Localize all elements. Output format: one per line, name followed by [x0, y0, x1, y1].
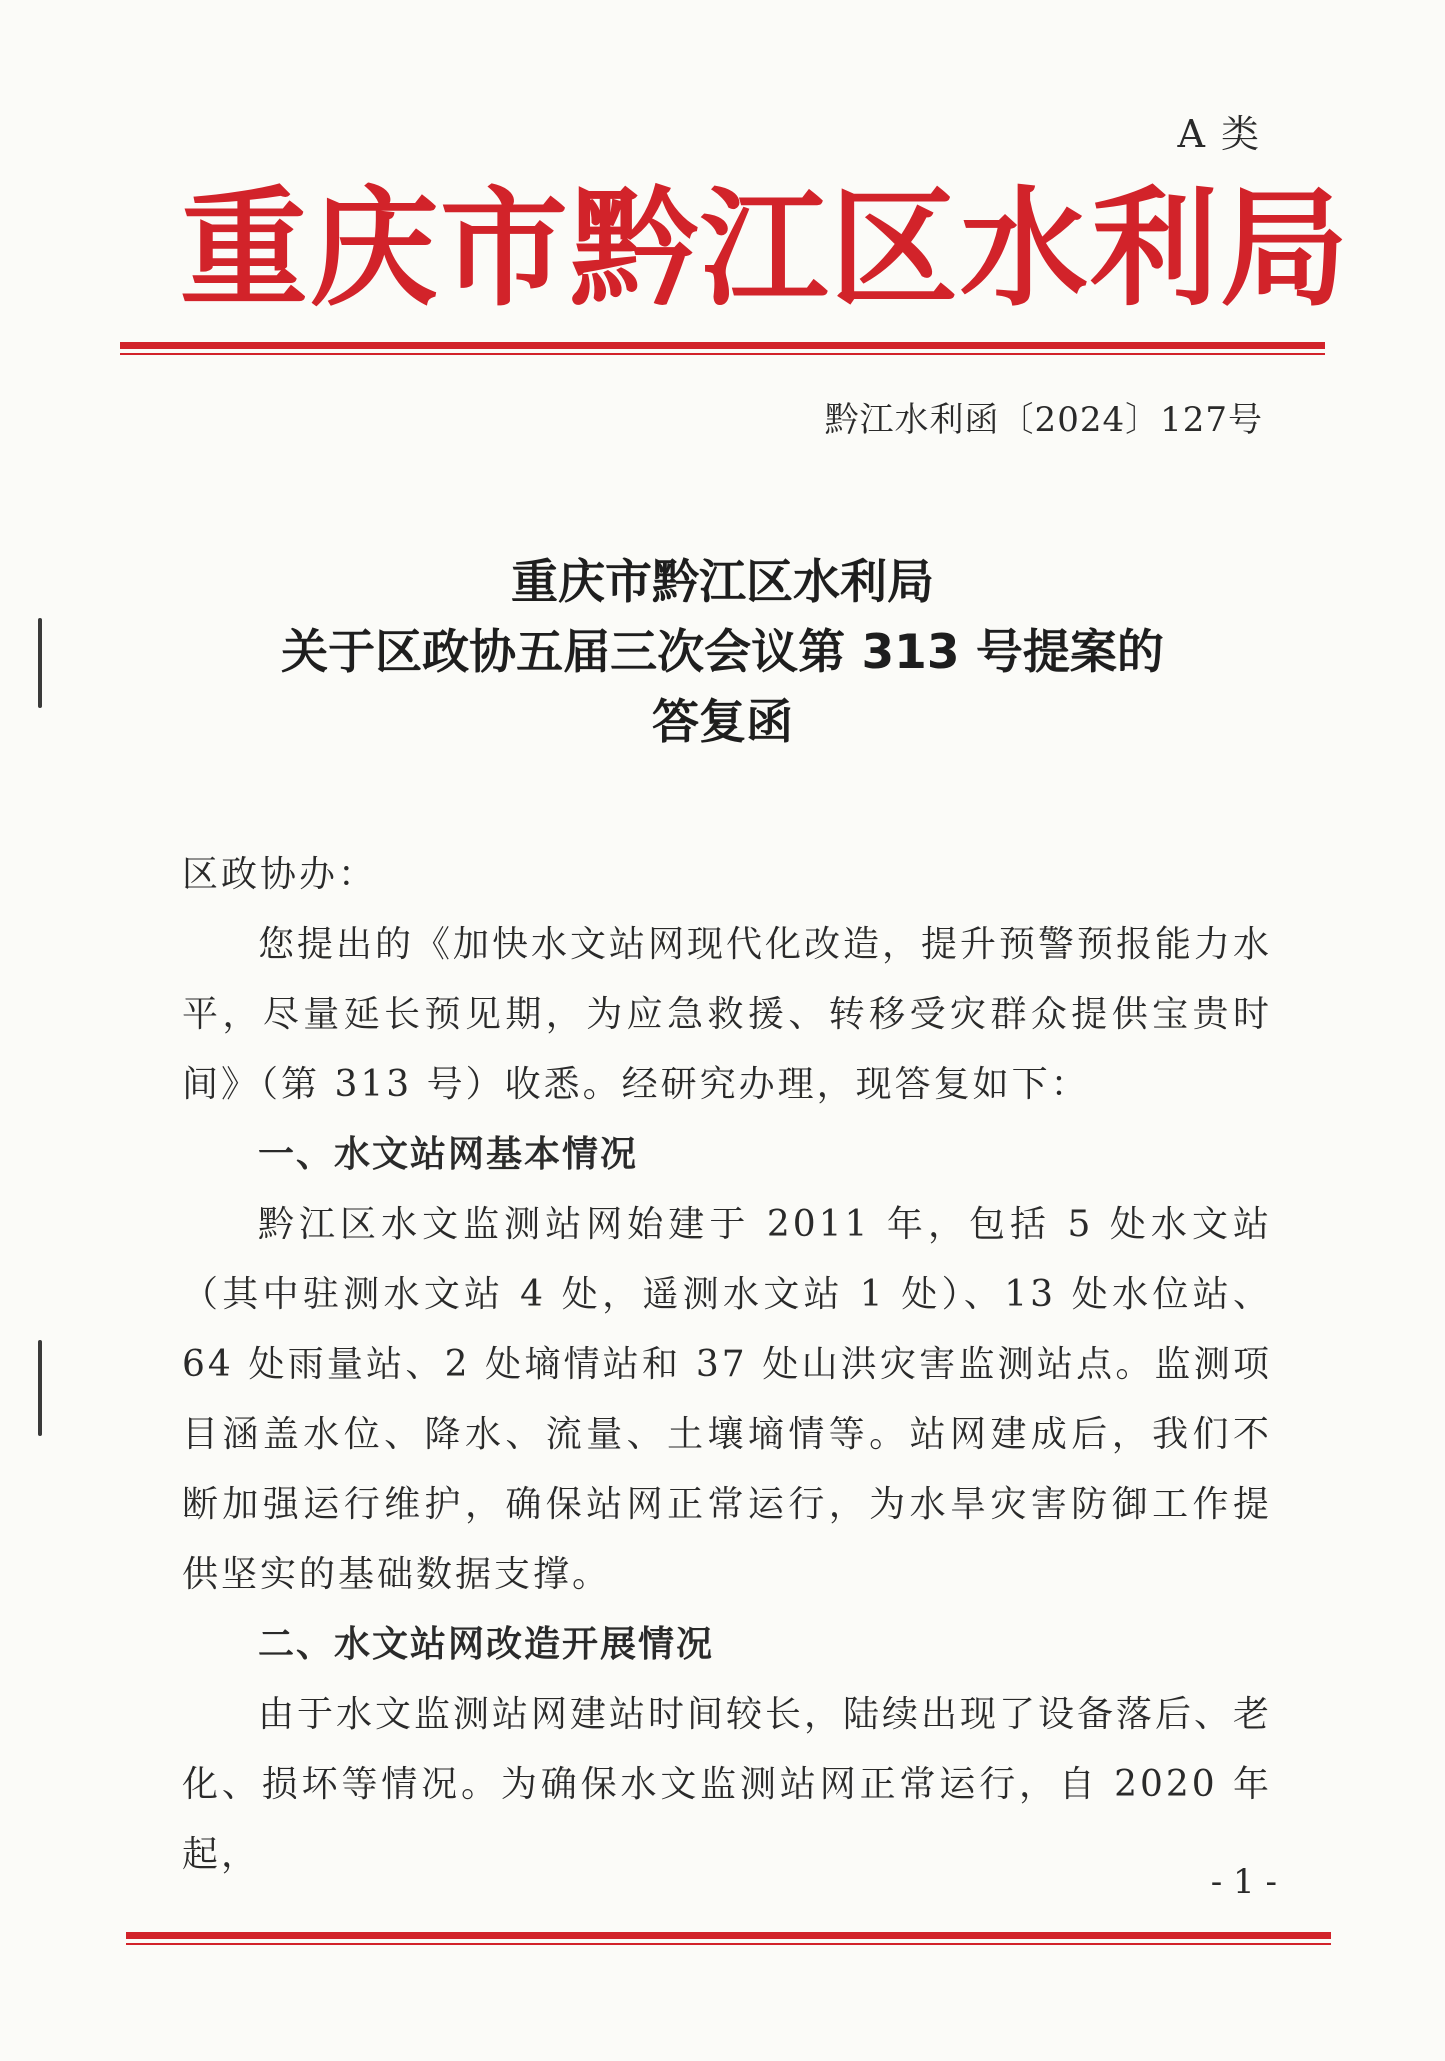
title-line-3: 答复函: [652, 695, 793, 750]
salutation: 区政协办：: [182, 854, 378, 895]
binding-mark: [38, 1340, 42, 1436]
header-red-rule-thin: [120, 353, 1325, 355]
section-1-paragraph: 黔江区水文监测站网始建于 2011 年，包括 5 处水文站（其中驻测水文站 4 处，遥测水文站 1 处）、13 处水位站、64 处雨量站、2 处墒情站和 37 处山洪灾害监测站点。监测项目涵盖水位、降水、流量、土壤墒情等。站网建成后，我们不断加强运行维护，确保站网正常运行，为水旱灾害防御工作提供坚实的基础数据支撑。: [182, 1204, 1272, 1595]
masthead-title: 重庆市黔江区水利局: [180, 175, 1351, 324]
intro-paragraph: 您提出的《加快水文站网现代化改造，提升预警预报能力水平，尽量延长预见期，为应急救援、转移受灾群众提供宝贵时间》（第 313 号）收悉。经研究办理，现答复如下：: [182, 924, 1273, 1105]
classification-label: A 类: [1177, 112, 1261, 156]
page-number: - 1 -: [1210, 1862, 1277, 1902]
letter-body: [182, 840, 1272, 1890]
header-red-rule-thick: [120, 342, 1325, 349]
footer-red-rule-thick: [126, 1932, 1331, 1939]
binding-mark: [38, 618, 42, 708]
document-number: 黔江水利函〔2024〕127号: [824, 400, 1263, 440]
section-2-heading: 二、水文站网改造开展情况: [258, 1624, 715, 1665]
title-line-2: 关于区政协五届三次会议第 313 号提案的: [281, 625, 1164, 680]
section-2-paragraph: 由于水文监测站网建站时间较长，陆续出现了设备落后、老化、损坏等情况。为确保水文监测站网正常运行，自 2020 年起，: [182, 1694, 1273, 1875]
footer-red-rule-thin: [126, 1943, 1331, 1945]
title-line-1: 重庆市黔江区水利局: [511, 555, 934, 610]
document-title: [120, 548, 1325, 758]
section-1-heading: 一、水文站网基本情况: [258, 1134, 639, 1175]
